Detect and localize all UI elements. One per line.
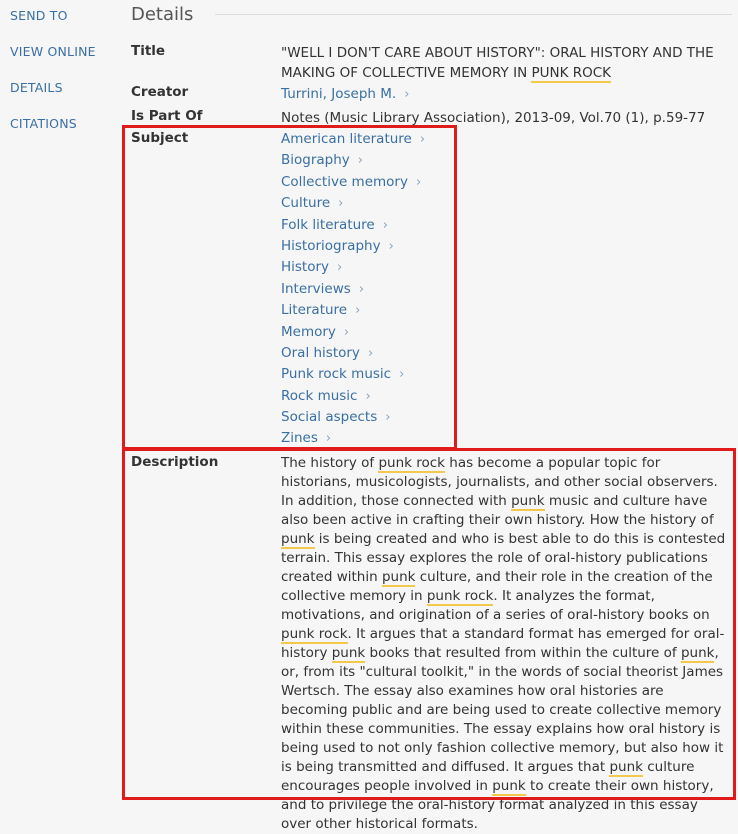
is-part-of-label: Is Part Of [131, 108, 203, 124]
search-term-highlight: punk rock [426, 588, 494, 604]
chevron-right-icon: › [399, 367, 405, 383]
nav-details[interactable]: DETAILS [10, 80, 63, 95]
description-highlight-box [122, 448, 736, 800]
chevron-right-icon: › [357, 153, 363, 169]
subject-link[interactable]: Social aspects [281, 409, 378, 426]
chevron-right-icon: › [382, 217, 388, 233]
creator-value-wrap [281, 84, 731, 105]
subject-link[interactable]: Collective memory [281, 173, 408, 190]
title-label: Title [131, 43, 166, 59]
section-title: Details [131, 4, 194, 25]
subject-highlight-box [122, 125, 457, 450]
chevron-right-icon: › [385, 410, 391, 426]
subject-link[interactable]: Biography [281, 152, 350, 169]
chevron-right-icon: › [325, 431, 332, 447]
chevron-right-icon: › [419, 132, 426, 147]
description-segment: The history of [281, 455, 379, 471]
subject-link[interactable]: Interviews [281, 280, 351, 297]
search-term-highlight: punk [331, 645, 366, 661]
chevron-right-icon: › [367, 345, 374, 361]
description-label: Description [131, 454, 219, 470]
side-navigation [10, 8, 96, 152]
nav-citations[interactable]: CITATIONS [10, 116, 77, 131]
title-line1: "WELL I DON'T CARE ABOUT HISTORY": ORAL HISTORY AND THE [281, 45, 714, 61]
subject-link[interactable]: Punk rock music [281, 366, 392, 383]
details-header [131, 4, 738, 25]
search-term-highlight: punk [281, 531, 315, 547]
subject-link[interactable]: Historiography [281, 237, 381, 254]
description-segment: has become a popular topic for historians, musicologists, journalists, and other social observers. In addition, those connected with [281, 455, 718, 509]
description-segment: to create their own history, and to privilege the oral-history format analyzed in this essay over other historical formats. [281, 778, 714, 832]
title-highlight: PUNK ROCK [531, 65, 612, 81]
creator-label: Creator [131, 84, 189, 100]
chevron-right-icon: › [337, 260, 343, 276]
subject-link[interactable]: American literature [281, 131, 412, 147]
description-segment: . It analyzes the format, motivations, and origination of a series of oral-history books on [281, 588, 710, 623]
nav-view-online[interactable]: VIEW ONLINE [10, 44, 96, 59]
search-term-highlight: punk [381, 569, 416, 585]
subject-link[interactable]: History [281, 259, 330, 276]
chevron-right-icon: › [388, 238, 394, 254]
nav-send-to[interactable]: SEND TO [10, 8, 68, 23]
description-segment: culture, and their role in the creation of the collective memory in [281, 569, 713, 604]
chevron-right-icon: › [415, 174, 422, 190]
search-term-highlight: punk [680, 645, 715, 661]
chevron-right-icon: › [365, 388, 371, 404]
subject-link[interactable]: Folk literature [281, 216, 375, 233]
chevron-right-icon: › [343, 324, 350, 340]
subject-link[interactable]: Literature [281, 302, 348, 319]
search-term-highlight: punk [511, 493, 545, 509]
search-term-highlight: punk rock [378, 455, 445, 471]
creator-row [131, 84, 731, 104]
title-row [131, 43, 731, 83]
chevron-right-icon: › [358, 281, 365, 297]
subject-link[interactable]: Memory [281, 323, 336, 340]
chevron-right-icon: › [338, 196, 344, 212]
subject-link[interactable]: Culture [281, 195, 331, 212]
search-term-highlight: punk rock [281, 626, 348, 642]
creator-link[interactable]: Turrini, Joseph M. [281, 86, 397, 102]
chevron-right-icon: › [355, 303, 361, 319]
description-segment: , or, from its "cultural toolkit," in the words of social theorist James Wertsch. The essay also examines how oral histories are becoming public and are being used to create collective memory within these communities. The essay explains how oral history is being used to not only fashion collective memory, but also how it is being transmitted and diffused. It argues that [281, 645, 724, 775]
title-value [281, 43, 731, 83]
description-segment: is being created and who is best able to do this is contested terrain. This essay explores the role of oral-history publications created within [281, 531, 726, 585]
subject-link[interactable]: Zines [281, 430, 318, 447]
search-term-highlight: punk [492, 778, 526, 794]
description-segment: music and culture have also been active in crafting their own history. How the history of [281, 493, 714, 528]
chevron-right-icon: › [404, 87, 410, 102]
description-segment: . It argues that a standard format has emerged for oral-history [281, 626, 725, 661]
title-line2: MAKING OF COLLECTIVE MEMORY IN [281, 65, 532, 81]
is-part-of-value: Notes (Music Library Association), 2013-09, Vol.70 (1), p.59-77 [281, 110, 706, 126]
description-segment: culture encourages people involved in [281, 759, 695, 794]
description-segment: books that resulted from within the culture of [365, 645, 681, 661]
subject-link[interactable]: Rock music [281, 387, 358, 404]
header-divider [215, 14, 732, 15]
subject-link[interactable]: Oral history [281, 344, 360, 361]
search-term-highlight: punk [609, 759, 643, 775]
subject-label: Subject [131, 130, 189, 146]
